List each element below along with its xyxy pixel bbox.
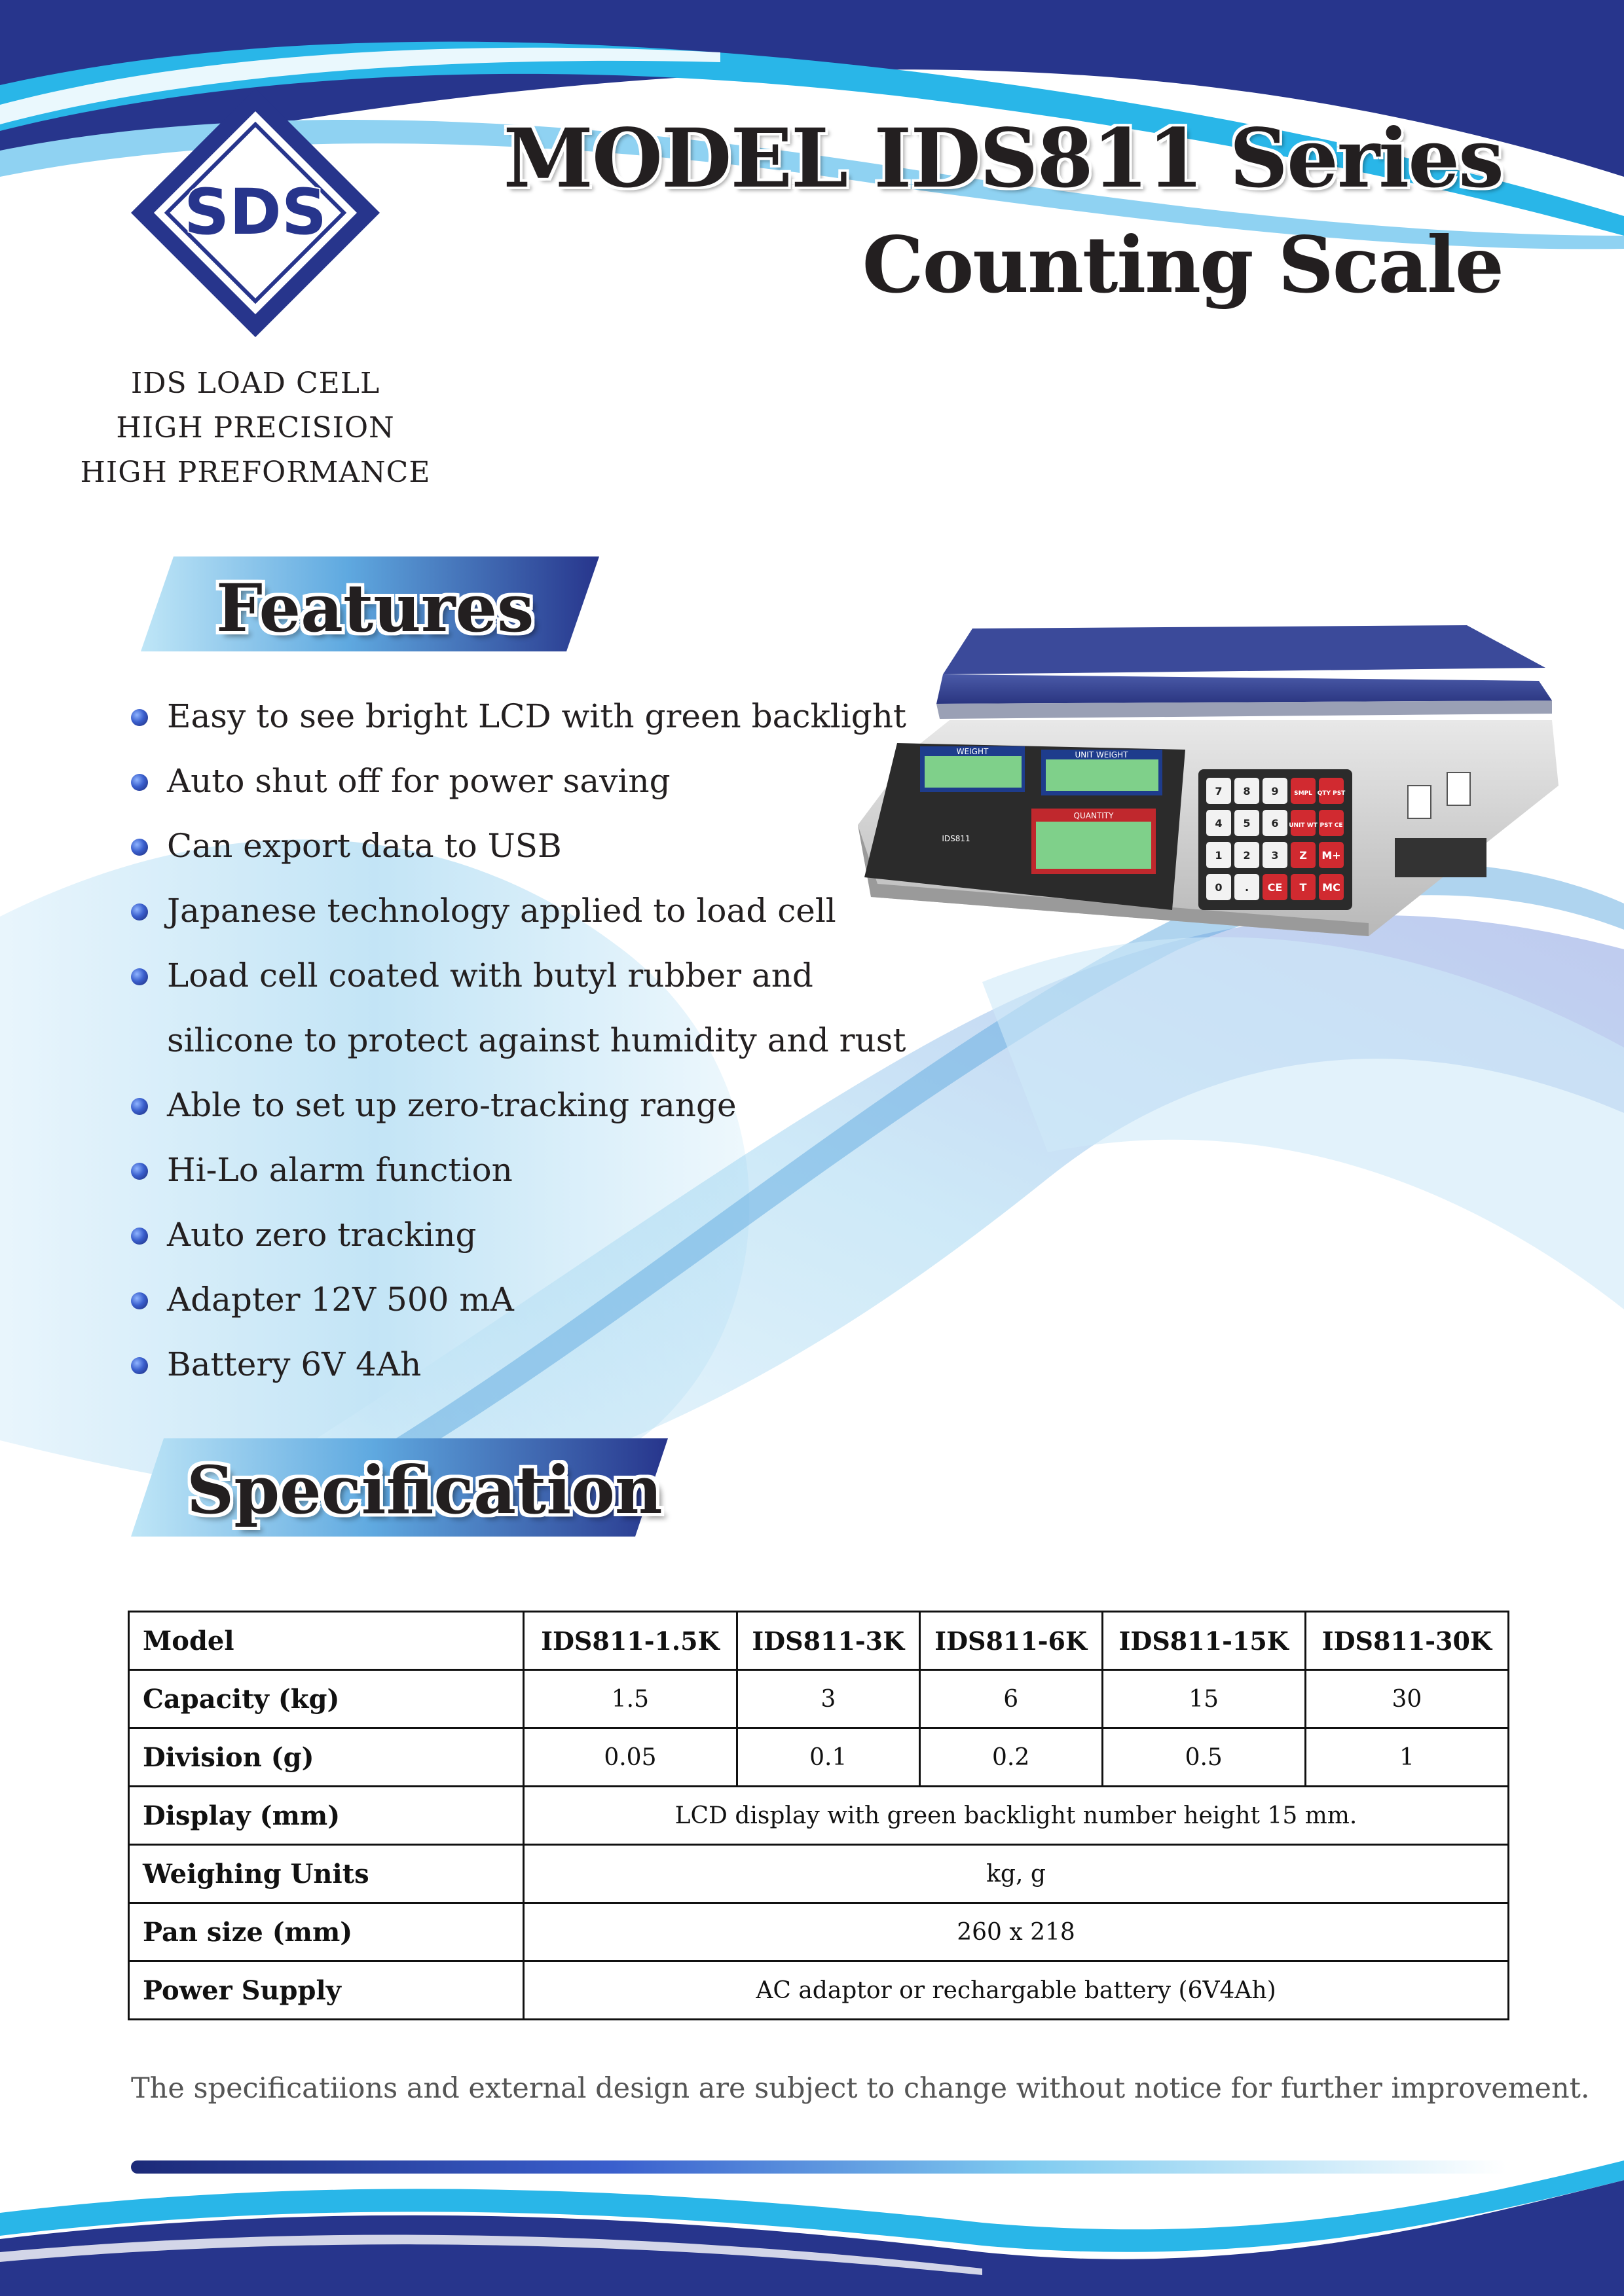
keypad-key-label: MC	[1322, 881, 1340, 894]
list-item: Able to set up zero-tracking range	[131, 1073, 917, 1138]
keypad-key-label: 4	[1215, 817, 1223, 829]
specification-banner	[131, 1438, 668, 1537]
keypad-key-label: 5	[1243, 817, 1251, 829]
keypad-key-label: 0	[1215, 881, 1223, 894]
display-label-weight: WEIGHT	[956, 747, 989, 756]
table-cell: 30	[1305, 1670, 1508, 1728]
table-header-label: Model	[129, 1612, 524, 1670]
table-cell-merged: kg, g	[524, 1845, 1509, 1903]
list-item: Auto zero tracking	[131, 1203, 917, 1267]
keypad-key-label: Z	[1299, 849, 1307, 862]
list-item: Load cell coated with butyl rubber and	[131, 943, 917, 1008]
keypad-key-label: QTY PST	[1317, 790, 1346, 797]
table-cell: 0.5	[1102, 1728, 1305, 1787]
features-heading: Features	[216, 570, 534, 647]
table-cell-merged: 260 x 218	[524, 1903, 1509, 1961]
bullet-icon	[131, 1292, 148, 1309]
table-cell: 0.05	[524, 1728, 737, 1787]
keypad-key-label: 7	[1215, 785, 1223, 797]
bullet-icon	[131, 903, 148, 920]
row-label: Display (mm)	[129, 1787, 524, 1845]
table-cell-merged: LCD display with green backlight number height 15 mm.	[524, 1787, 1509, 1845]
row-label: Pan size (mm)	[129, 1903, 524, 1961]
row-label: Weighing Units	[129, 1845, 524, 1903]
table-row	[129, 1845, 1509, 1903]
list-item: Battery 6V 4Ah	[131, 1332, 917, 1397]
table-header-cell: IDS811-6K	[919, 1612, 1102, 1670]
tagline-line-1: IDS LOAD CELL	[130, 367, 380, 400]
bullet-icon	[131, 1357, 148, 1374]
table-row	[129, 1728, 1509, 1787]
tagline-line-3: HIGH PREFORMANCE	[80, 456, 431, 489]
bullet-icon	[131, 709, 148, 726]
bullet-icon	[131, 968, 148, 985]
list-item: Hi-Lo alarm function	[131, 1138, 917, 1203]
keypad-key-label: 1	[1215, 849, 1223, 862]
footer-divider	[131, 2160, 1506, 2174]
specification-table	[128, 1611, 1509, 2020]
scale-model-label: IDS811	[942, 834, 970, 843]
keypad-key-label: CE	[1267, 881, 1283, 894]
keypad-key-label: 8	[1243, 785, 1251, 797]
list-item: Adapter 12V 500 mA	[131, 1267, 917, 1332]
specification-heading: Specification	[187, 1451, 663, 1529]
table-row	[129, 1670, 1509, 1728]
row-label: Division (g)	[129, 1728, 524, 1787]
list-item: Easy to see bright LCD with green backlight	[131, 684, 917, 749]
table-header-cell: IDS811-15K	[1102, 1612, 1305, 1670]
list-item: Japanese technology applied to load cell	[131, 879, 917, 943]
bullet-icon	[131, 1163, 148, 1180]
list-item-continuation: silicone to protect against humidity and rust	[167, 1021, 906, 1059]
keypad-key-label: UNIT WT	[1289, 822, 1318, 829]
display-label-quantity: QUANTITY	[1073, 811, 1114, 820]
table-cell: 3	[737, 1670, 919, 1728]
company-logo	[124, 82, 386, 344]
keypad-key-label: PST CE	[1320, 822, 1343, 829]
keypad-key-label: 6	[1271, 817, 1279, 829]
bullet-icon	[131, 1228, 148, 1245]
keypad-key-label: 3	[1271, 849, 1279, 862]
logo-text: SDS	[184, 175, 327, 249]
keypad-key-label: .	[1244, 881, 1249, 894]
table-cell: 1	[1305, 1728, 1508, 1787]
row-label: Capacity (kg)	[129, 1670, 524, 1728]
keypad-key-label: M+	[1321, 849, 1341, 862]
keypad-key-label: SMPL	[1294, 790, 1312, 797]
keypad-key-label: 2	[1243, 849, 1251, 862]
bullet-icon	[131, 1098, 148, 1115]
list-item: Auto shut off for power saving	[131, 749, 917, 814]
bullet-icon	[131, 774, 148, 791]
bullet-icon	[131, 839, 148, 856]
list-item: Can export data to USB	[131, 814, 917, 879]
page-subtitle: Counting Scale	[862, 219, 1503, 310]
features-banner	[141, 556, 599, 655]
table-cell: 1.5	[524, 1670, 737, 1728]
table-header-cell: IDS811-30K	[1305, 1612, 1508, 1670]
page-title: MODEL IDS811 Series	[503, 111, 1503, 206]
table-cell: 0.1	[737, 1728, 919, 1787]
table-cell: 6	[919, 1670, 1102, 1728]
table-row	[129, 1787, 1509, 1845]
table-cell: 15	[1102, 1670, 1305, 1728]
table-header-cell: IDS811-3K	[737, 1612, 919, 1670]
display-label-unit-weight: UNIT WEIGHT	[1075, 750, 1128, 759]
table-cell-merged: AC adaptor or rechargable battery (6V4Ah)	[524, 1961, 1509, 2020]
tagline-line-2: HIGH PRECISION	[116, 411, 395, 445]
features-list	[131, 684, 917, 1397]
keypad-key-label: 9	[1271, 785, 1279, 797]
disclaimer-note: The specificatiions and external design are subject to change without notice for further improvement.	[131, 2072, 1590, 2105]
counting-scale-image	[858, 622, 1565, 962]
table-header-cell: IDS811-1.5K	[524, 1612, 737, 1670]
keypad	[1198, 769, 1352, 910]
table-row	[129, 1612, 1509, 1670]
table-cell: 0.2	[919, 1728, 1102, 1787]
scale-pan	[936, 674, 1552, 704]
table-row	[129, 1903, 1509, 1961]
row-label: Power Supply	[129, 1961, 524, 2020]
table-row	[129, 1961, 1509, 2020]
keypad-key-label: T	[1299, 881, 1307, 894]
